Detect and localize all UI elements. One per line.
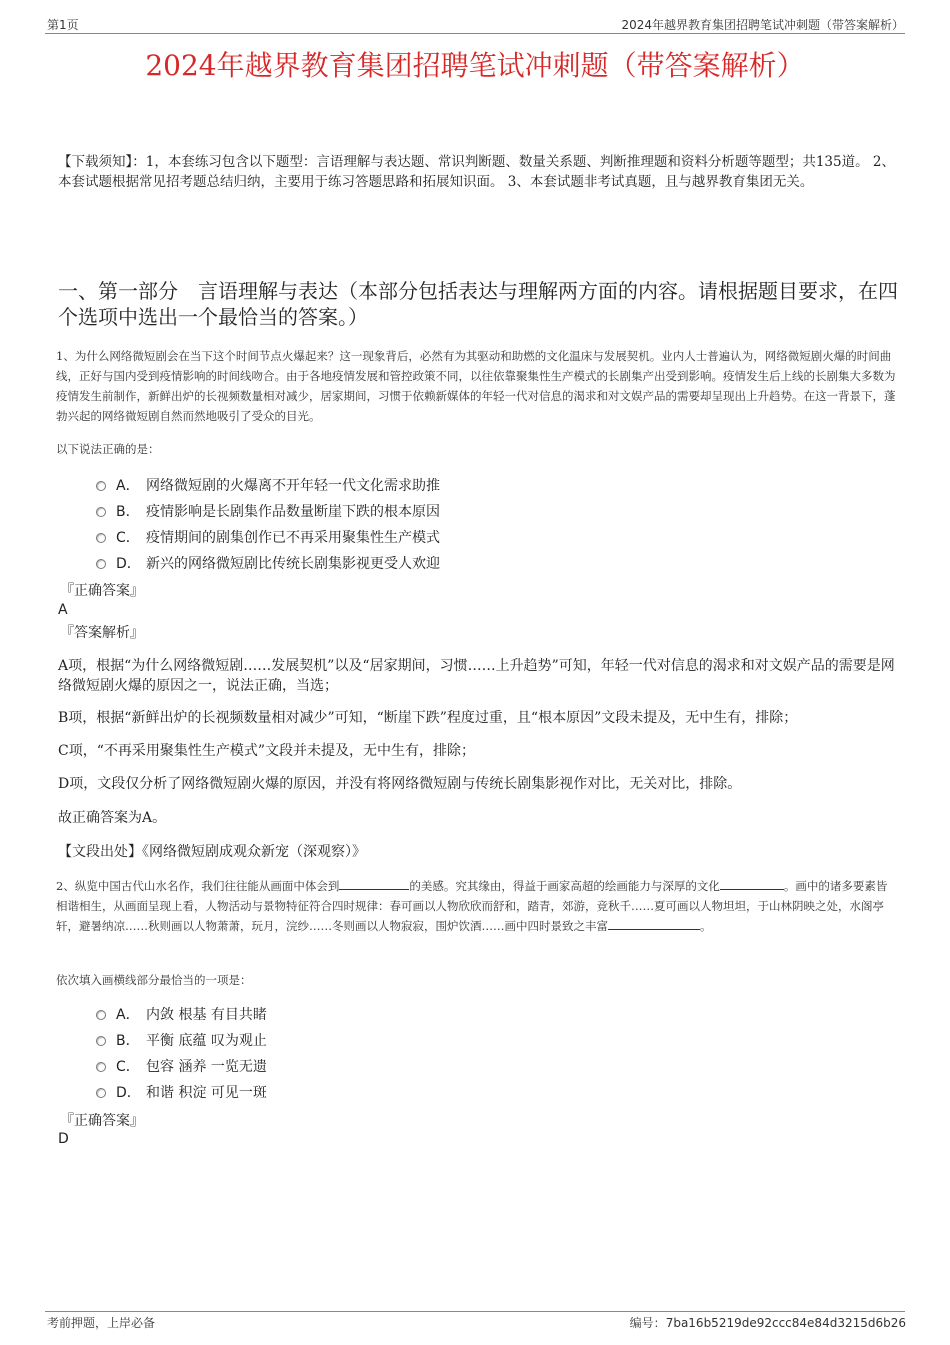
q1-option-b[interactable]: B． 疫情影响是长剧集作品数量断崖下跌的根本原因 [96,501,440,523]
radio-icon[interactable] [96,559,106,569]
q2-answer-tag: 『正确答案』 [60,1113,144,1129]
q2-option-a[interactable]: A． 内敛 根基 有目共睹 [96,1004,267,1026]
page-number: 第1页 [47,18,79,32]
page-title: 2024年越界教育集团招聘笔试冲刺题（带答案解析） [145,49,805,82]
section-title: 一、第一部分 言语理解与表达（本部分包括表达与理解两方面的内容。请根据题目要求，在四个选项中选出一个最恰当的答案。） [58,279,898,329]
q1-explanation-b: B项，根据“新鲜出炉的长视频数量相对减少”可知，“断崖下跌”程度过重，且“根本原因”文段未提及，无中生有，排除； [58,710,798,726]
footer-slogan: 考前押题，上岸必备 [47,1316,156,1330]
radio-icon[interactable] [96,481,106,491]
radio-icon[interactable] [96,533,106,543]
radio-icon[interactable] [96,1062,106,1072]
header-divider [45,33,905,34]
q1-answer-tag: 『正确答案』 [60,583,144,599]
blank-1 [339,877,409,890]
download-notice: 【下载须知】：1，本套练习包含以下题型：言语理解与表达题、常识判断题、数量关系题、判断推理题和资料分析题等题型；共135道。 2、本套试题根据常见招考题总结归纳，主要用于练习答题思路和拓展知识面。 3、本套试题非考试真题，且与越界教育集团无关。 [58,154,895,190]
blank-2 [720,877,784,890]
q1-explanation-d: D项，文段仅分析了网络微短剧火爆的原因，并没有将网络微短剧与传统长剧集影视作对比，无关对比，排除。 [58,776,742,792]
q2-stem: 2、纵览中国古代山水名作，我们往往能从画面中体会到 的美感。究其缘由，得益于画家高超的绘画能力与深厚的文化 。画中的诸多要素皆相谐相生，从画面呈现上看，人物活动与景物特征符合四时规律：春可画以人物欣欣而舒和，踏青，郊游，竞秋千……夏可画以人物坦坦，于山林阴映之处，水阁亭轩，避暑纳凉……秋则画以人物萧萧，玩月，浣纱……冬则画以人物寂寂，围炉饮酒……画中四时景致之丰富 。 [56,879,888,933]
q2-answer: D [58,1131,69,1147]
q1-explanation-a: A项，根据“为什么网络微短剧……发展契机”以及“居家期间，习惯……上升趋势”可知，年轻一代对信息的渴求和对文娱产品的需要是网络微短剧火爆的原因之一，说法正确，当选； [58,658,895,694]
q1-option-d[interactable]: D． 新兴的网络微短剧比传统长剧集影视更受人欢迎 [96,553,440,575]
q2-option-b[interactable]: B． 平衡 底蕴 叹为观止 [96,1030,267,1052]
footer-divider [45,1311,905,1312]
radio-icon[interactable] [96,507,106,517]
q2-option-c[interactable]: C． 包容 涵养 一览无遗 [96,1056,267,1078]
q1-stem: 1、为什么网络微短剧会在当下这个时间节点火爆起来？这一现象背后，必然有为其驱动和助燃的文化温床与发展契机。业内人士普遍认为，网络微短剧火爆的时间曲线，正好与国内受到疫情影响的时间线吻合。由于各地疫情发展和管控政策不同，以往依靠聚集性生产模式的长剧集产出受到影响。疫情发生后上线的长剧集大多数为疫情发生前制作，新鲜出炉的长视频数量相对减少，居家期间，习惯于依赖新媒体的年轻一代对信息的渴求和对文娱产品的需要却呈现出上升趋势。在这一背景下，蓬勃兴起的网络微短剧自然而然地吸引了受众的目光。 [56,349,896,423]
q1-analysis-tag: 『答案解析』 [60,625,144,641]
q1-option-a[interactable]: A． 网络微短剧的火爆离不开年轻一代文化需求助推 [96,475,440,497]
q2-ask: 依次填入画横线部分最恰当的一项是： [56,973,252,987]
q2-option-d[interactable]: D． 和谐 积淀 可见一斑 [96,1082,267,1104]
header-doc-title: 2024年越界教育集团招聘笔试冲刺题（带答案解析） [621,18,904,32]
radio-icon[interactable] [96,1036,106,1046]
q1-explanation-c: C项，“不再采用聚集性生产模式”文段并未提及，无中生有，排除； [58,743,476,759]
q1-source: 【文段出处】《网络微短剧成观众新宠（深观察）》 [58,844,366,860]
q1-answer: A [58,602,68,618]
radio-icon[interactable] [96,1088,106,1098]
q1-ask: 以下说法正确的是： [56,442,160,456]
radio-icon[interactable] [96,1010,106,1020]
q1-conclusion: 故正确答案为A。 [58,810,167,826]
footer-code: 编号：7ba16b5219de92ccc84e84d3215d6b26 [629,1316,906,1330]
q1-option-c[interactable]: C． 疫情期间的剧集创作已不再采用聚集性生产模式 [96,527,440,549]
blank-3 [608,917,700,930]
